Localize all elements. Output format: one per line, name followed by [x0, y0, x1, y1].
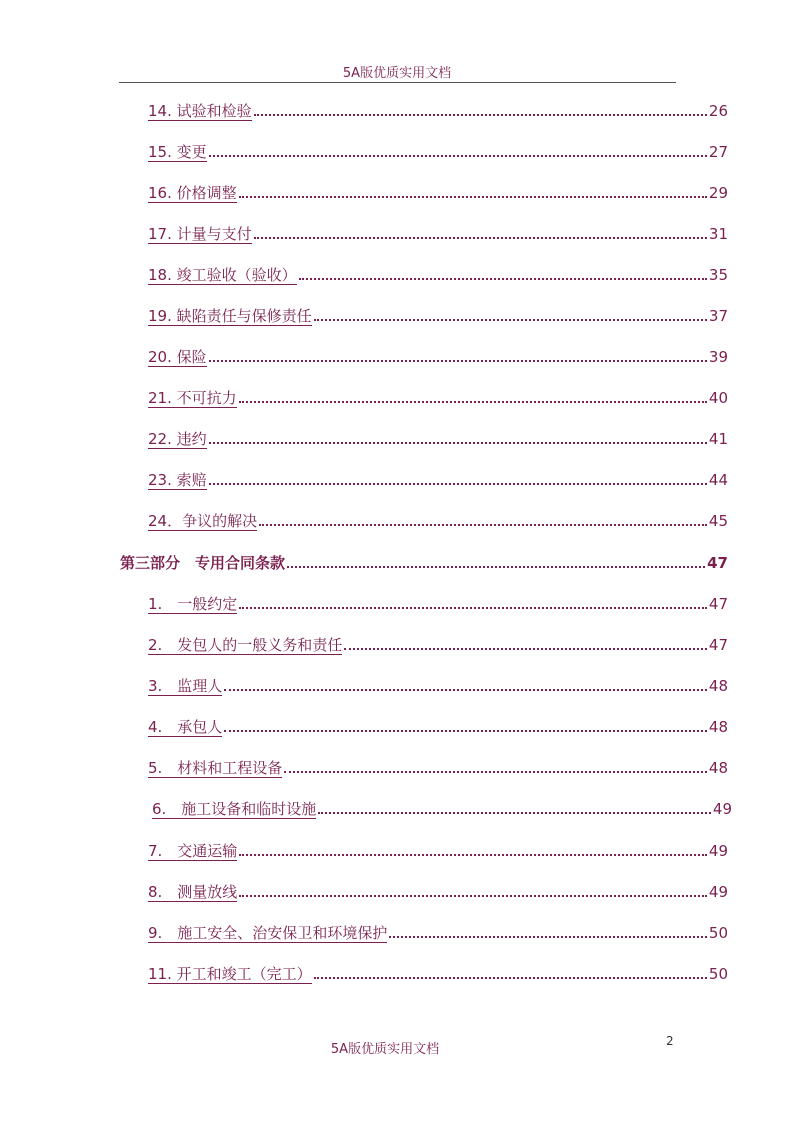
toc-entry-page: 48: [708, 718, 728, 736]
page-header-title: 5A版优质实用文档: [342, 66, 452, 81]
toc-entry-page: 48: [708, 677, 728, 695]
toc-entry[interactable]: [120, 554, 728, 576]
toc-entry-label: 18. 竣工验收（验收）: [148, 266, 297, 284]
toc-entry-page: 49: [708, 883, 728, 901]
toc-dot-leader: [209, 360, 707, 362]
toc-entry[interactable]: [148, 389, 728, 411]
toc-entry-label: 19. 缺陷责任与保修责任: [148, 307, 312, 325]
toc-entry-label: 9. 施工安全、治安保卫和环境保护: [148, 924, 388, 942]
toc-entry-label: 24．争议的解决: [148, 512, 258, 530]
toc-entry[interactable]: [148, 965, 728, 987]
toc-entry[interactable]: [148, 718, 728, 740]
toc-entry-label: 20. 保险: [148, 348, 207, 366]
toc-entry-page: 35: [708, 266, 728, 284]
toc-entry-page: 39: [708, 348, 728, 366]
toc-entry[interactable]: [148, 759, 728, 781]
toc-entry[interactable]: [148, 307, 728, 329]
toc-entry-page: 40: [708, 389, 728, 407]
toc-entry-page: 29: [708, 184, 728, 202]
toc-entry-label: 22. 违约: [148, 430, 207, 448]
toc-entry-page: 48: [708, 759, 728, 777]
toc-entry-label: 第三部分 专用合同条款: [120, 554, 286, 572]
toc-entry-label: 15. 变更: [148, 143, 207, 161]
toc-dot-leader: [239, 895, 707, 897]
toc-entry-label: 16. 价格调整: [148, 184, 237, 202]
toc-dot-leader: [318, 812, 711, 814]
toc-entry-label: 6. 施工设备和临时设施: [152, 800, 317, 818]
toc-dot-leader: [259, 524, 707, 526]
toc-dot-leader: [254, 114, 707, 116]
toc-dot-leader: [314, 977, 707, 979]
toc-entry[interactable]: [148, 184, 728, 206]
toc-entry-label: 8. 测量放线: [148, 883, 238, 901]
toc-dot-leader: [254, 237, 707, 239]
toc-dot-leader: [314, 319, 707, 321]
toc-entry-label: 2. 发包人的一般义务和责任: [148, 636, 343, 654]
toc-dot-leader: [209, 155, 707, 157]
toc-entry-label: 23. 索赔: [148, 471, 207, 489]
toc-entry[interactable]: [148, 225, 728, 247]
toc-entry[interactable]: [148, 595, 728, 617]
toc-dot-leader: [239, 196, 707, 198]
toc-dot-leader: [209, 442, 707, 444]
toc-entry-page: 31: [708, 225, 728, 243]
toc-entry-label: 7. 交通运输: [148, 842, 238, 860]
toc-entry-page: 47: [708, 636, 728, 654]
toc-entry-label: 1. 一般约定: [148, 595, 238, 613]
toc-entry[interactable]: [148, 430, 728, 452]
toc-entry-label: 3. 监理人: [148, 677, 223, 695]
toc-entry-page: 47: [708, 595, 728, 613]
toc-entry-page: 49: [708, 842, 728, 860]
toc-dot-leader: [284, 771, 707, 773]
toc-entry[interactable]: [148, 842, 728, 864]
toc-dot-leader: [209, 483, 707, 485]
toc-entry-label: 14. 试验和检验: [148, 102, 252, 120]
toc-entry-label: 21. 不可抗力: [148, 389, 237, 407]
toc-entry-page: 45: [708, 512, 728, 530]
toc-dot-leader: [224, 689, 707, 691]
toc-entry-page: 50: [708, 965, 728, 983]
toc-entry-page: 41: [708, 430, 728, 448]
toc-entry[interactable]: [148, 924, 728, 946]
header-rule: [119, 82, 676, 83]
toc-entry-label: 4. 承包人: [148, 718, 223, 736]
toc-entry[interactable]: [148, 266, 728, 288]
toc-entry-page: 27: [708, 143, 728, 161]
toc-entry[interactable]: [148, 102, 728, 124]
toc-entry-page: 37: [708, 307, 728, 325]
toc-dot-leader: [224, 730, 707, 732]
page-number: 2: [666, 1034, 674, 1048]
toc-dot-leader: [239, 401, 707, 403]
toc-dot-leader: [389, 936, 707, 938]
toc-entry[interactable]: [152, 800, 732, 822]
toc-entry[interactable]: [148, 348, 728, 370]
toc-entry-page: 44: [708, 471, 728, 489]
toc-entry-page: 50: [708, 924, 728, 942]
toc-entry-page: 47: [707, 554, 728, 572]
page-footer-title: 5A版优质实用文档: [330, 1042, 440, 1057]
toc-entry-label: 5. 材料和工程设备: [148, 759, 283, 777]
toc-dot-leader: [344, 648, 707, 650]
toc-entry[interactable]: [148, 636, 728, 658]
toc-dot-leader: [299, 278, 707, 280]
toc-entry-label: 11. 开工和竣工（完工）: [148, 965, 312, 983]
toc-entry[interactable]: [148, 471, 728, 493]
toc-entry[interactable]: [148, 512, 728, 534]
toc-dot-leader: [239, 607, 707, 609]
toc-entry-label: 17. 计量与支付: [148, 225, 252, 243]
toc-entry[interactable]: [148, 883, 728, 905]
toc-entry[interactable]: [148, 143, 728, 165]
toc-entry-page: 26: [708, 102, 728, 120]
toc-dot-leader: [287, 566, 705, 568]
toc-dot-leader: [239, 854, 707, 856]
toc-entry-page: 49: [712, 800, 732, 818]
toc-entry[interactable]: [148, 677, 728, 699]
